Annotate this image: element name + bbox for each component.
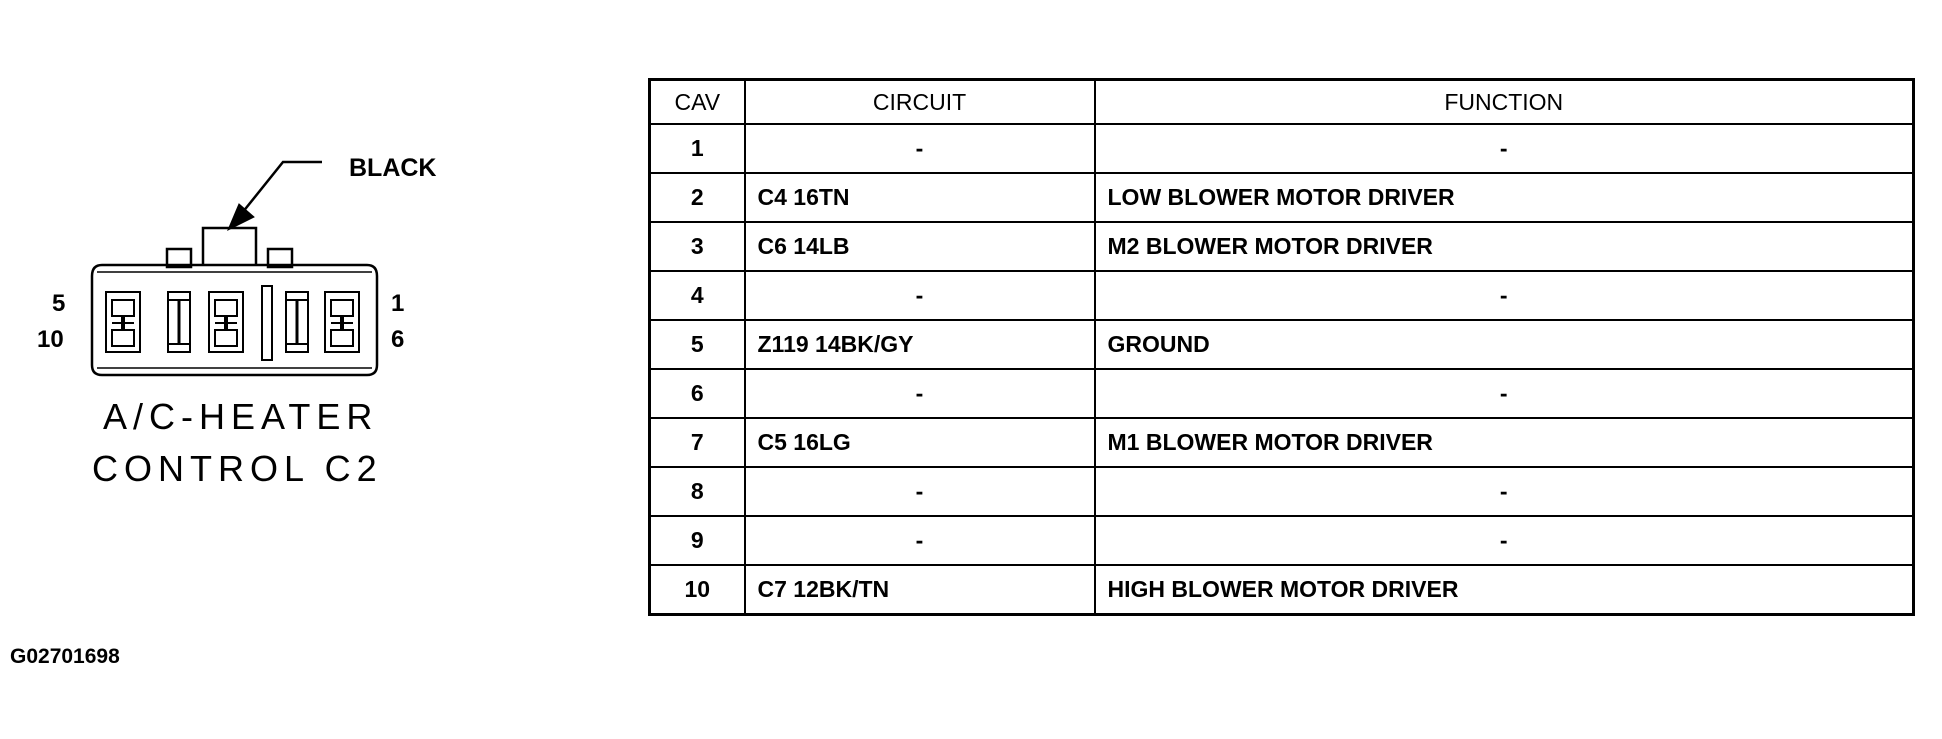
cell-function: M1 BLOWER MOTOR DRIVER <box>1095 418 1914 467</box>
pin-label-10: 10 <box>37 326 64 353</box>
cell-function: - <box>1095 467 1914 516</box>
table-row <box>650 173 1914 222</box>
cell-function: - <box>1095 124 1914 173</box>
table-row <box>650 467 1914 516</box>
cavity-pair-right <box>325 292 359 352</box>
cavity-slot-2 <box>286 292 308 352</box>
cell-circuit: Z119 14BK/GY <box>745 320 1095 369</box>
color-leader <box>228 162 322 230</box>
header-circuit: CIRCUIT <box>745 80 1095 125</box>
cell-circuit: C6 14LB <box>745 222 1095 271</box>
table-row <box>650 418 1914 467</box>
cell-function: HIGH BLOWER MOTOR DRIVER <box>1095 565 1914 615</box>
cell-circuit: - <box>745 467 1095 516</box>
connector-title-line1: A/C-HEATER <box>103 396 379 437</box>
cell-cav: 1 <box>650 124 745 173</box>
cell-cav: 3 <box>650 222 745 271</box>
cell-cav: 9 <box>650 516 745 565</box>
cavity-pair-left <box>106 292 140 352</box>
pinout-table <box>648 78 1915 616</box>
cell-cav: 7 <box>650 418 745 467</box>
cell-circuit: - <box>745 124 1095 173</box>
figure-id: G02701698 <box>10 645 120 668</box>
connector-title-line2: CONTROL C2 <box>92 448 383 489</box>
cavity-slot-1 <box>168 292 190 352</box>
cell-cav: 4 <box>650 271 745 320</box>
pin-label-1: 1 <box>391 290 405 317</box>
cell-circuit: - <box>745 271 1095 320</box>
pin-label-5: 5 <box>52 290 66 317</box>
header-function: FUNCTION <box>1095 80 1914 125</box>
cavity-pair-center <box>209 292 243 352</box>
cell-function: - <box>1095 369 1914 418</box>
table-row <box>650 565 1914 615</box>
cell-cav: 2 <box>650 173 745 222</box>
table-header-row <box>650 80 1914 125</box>
cell-function: - <box>1095 516 1914 565</box>
table-row <box>650 320 1914 369</box>
cell-circuit: - <box>745 369 1095 418</box>
pin-label-6: 6 <box>391 326 405 353</box>
connector-cavities <box>106 286 359 360</box>
table-row <box>650 124 1914 173</box>
header-cav: CAV <box>650 80 745 125</box>
table-row <box>650 222 1914 271</box>
cell-cav: 6 <box>650 369 745 418</box>
table-row <box>650 516 1914 565</box>
cell-function: LOW BLOWER MOTOR DRIVER <box>1095 173 1914 222</box>
cell-circuit: C7 12BK/TN <box>745 565 1095 615</box>
cell-circuit: - <box>745 516 1095 565</box>
cell-function: GROUND <box>1095 320 1914 369</box>
cell-cav: 10 <box>650 565 745 615</box>
connector-color-label: BLACK <box>349 154 437 182</box>
cell-circuit: C5 16LG <box>745 418 1095 467</box>
cell-cav: 8 <box>650 467 745 516</box>
table-row <box>650 369 1914 418</box>
table-row <box>650 271 1914 320</box>
cell-function: M2 BLOWER MOTOR DRIVER <box>1095 222 1914 271</box>
divider-rib <box>262 286 272 360</box>
cell-circuit: C4 16TN <box>745 173 1095 222</box>
cell-function: - <box>1095 271 1914 320</box>
cell-cav: 5 <box>650 320 745 369</box>
